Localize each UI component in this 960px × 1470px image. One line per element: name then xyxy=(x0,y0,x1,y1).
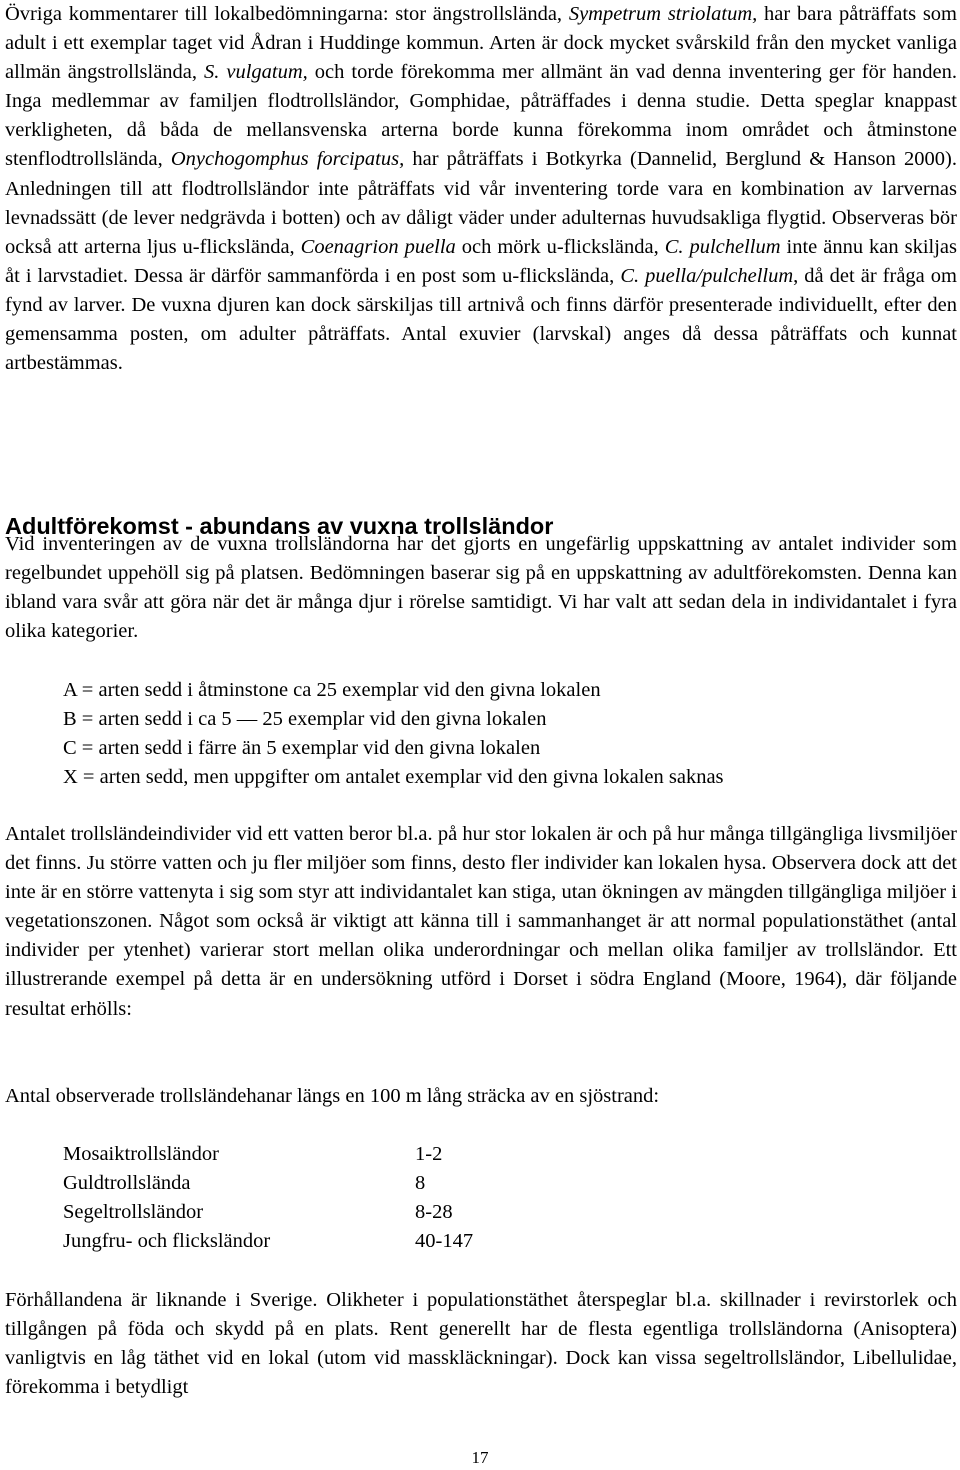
paragraph-species-comments: Övriga kommentarer till lokalbedömningarna: stor ängstrollslända, Sympetrum striolatum, har bara påträffats som adult i ett exemplar taget vid Ådran i Huddinge kommun. Arten är dock mycket svårskild från den mycket vanliga allmän ängstrollslända, S. vulgatum, och torde förekomma mer allmänt än vad denna inventering ger för handen. Inga medlemmar av familjen flodtrollsländor, Gomphidae, påträffades i denna studie. Detta speglar knappast verkligheten, då båda de mellansvenska arterna borde kunna förekomma inom området och åtminstone stenflodtrollslända, Onychogomphus forcipatus, har påträffats i Botkyrka (Dannelid, Berglund & Hanson 2000). Anledningen till att flodtrollsländor inte påträffats vid vår inventering torde vara en kombination av larvernas levnadssätt (de lever nedgrävda i botten) och av dåligt väder under adulternas huvudsakliga flygtid. Observeras bör också att arterna ljus u-flickslända, Coenagrion puella och mörk u-flickslända, C. pulchellum inte ännu kan skiljas åt i larvstadiet. Dessa är därför sammanförda i en post som u-flickslända, C. puella/pulchellum, då det är fråga om fynd av larver. De vuxna djuren kan dock särskiljas till artnivå och finns därför presenterade individuellt, efter den gemensamma posten, om adulter påträffats. Antal exuvier (larvskal) anges då dessa påträffats och kunnat artbestämmas. xyxy=(5,3,957,375)
counts-value: 40-147 xyxy=(415,1230,474,1253)
counts-table xyxy=(63,1140,473,1256)
counts-value: 8-28 xyxy=(415,1201,453,1224)
paragraph-population-density: Antalet trollsländeindivider vid ett vatten beror bl.a. på hur stor lokalen är och på hur många tillgängliga livsmiljöer det finns. Ju större vatten och ju fler miljöer som finns, desto fler individer kan lokalen hysa. Observera dock att det inte är en större vattenyta i sig som styr att individantalet kan stiga, utan ökningen av mängden tillgängliga miljöer i vegetationszonen. Något som också är viktigt att känna till i sammanhanget är att normal populationstäthet (antal individer per ytenhet) varierar stort mellan olika underordningar och mellan olika familjer av trollsländor. Ett illustrerande exempel på detta är en undersökning utförd i Dorset i södra England (Moore, 1964), där följande resultat erhölls: xyxy=(5,823,957,1020)
section-heading: Adultförekomst - abundans av vuxna trollsländor xyxy=(5,512,554,539)
counts-row xyxy=(63,1169,473,1198)
counts-intro: Antal observerade trollsländehanar längs en 100 m lång sträcka av en sjöstrand: xyxy=(5,1085,660,1107)
abundance-category-list xyxy=(63,676,724,792)
counts-family: Guldtrollslända xyxy=(63,1172,191,1195)
counts-row xyxy=(63,1227,473,1256)
category-b: B = arten sedd i ca 5 — 25 exemplar vid den givna lokalen xyxy=(63,708,547,731)
paragraph-sweden-conditions: Förhållandena är liknande i Sverige. Olikheter i populationstäthet återspeglar bl.a. skillnader i revirstorlek och tillgången på föda och skydd på en plats. Rent generellt har de flesta egentliga trollsländorna (Anisoptera) vanligtvis en låg täthet vid en lokal (utom vid masskläckningar). Dock kan vissa segeltrollsländor, Libellulidae, förekomma i betydligt xyxy=(5,1289,957,1399)
paragraph-adult-estimation: Vid inventeringen av de vuxna trollsländorna har det gjorts en ungefärlig uppskattning av antalet individer som regelbundet uppehöll sig på platsen. Bedömningen baserar sig på en uppskattning av adultförekomsten. Denna kan ibland vara svår att göra när det är många djur i rörelse samtidigt. Vi har valt att sedan dela in individantalet i fyra olika kategorier. xyxy=(5,533,957,643)
category-x: X = arten sedd, men uppgifter om antalet exemplar vid den givna lokalen saknas xyxy=(63,766,724,789)
counts-row xyxy=(63,1140,473,1169)
counts-family: Segeltrollsländor xyxy=(63,1201,204,1224)
page-number: 17 xyxy=(471,1448,489,1467)
counts-family: Mosaiktrollsländor xyxy=(63,1143,220,1165)
category-c: C = arten sedd i färre än 5 exemplar vid den givna lokalen xyxy=(63,737,541,760)
counts-row xyxy=(63,1198,473,1227)
category-a: A = arten sedd i åtminstone ca 25 exemplar vid den givna lokalen xyxy=(63,679,601,701)
counts-family: Jungfru- och flicksländor xyxy=(63,1230,271,1253)
counts-value: 8 xyxy=(415,1172,426,1195)
counts-value: 1-2 xyxy=(415,1143,443,1165)
